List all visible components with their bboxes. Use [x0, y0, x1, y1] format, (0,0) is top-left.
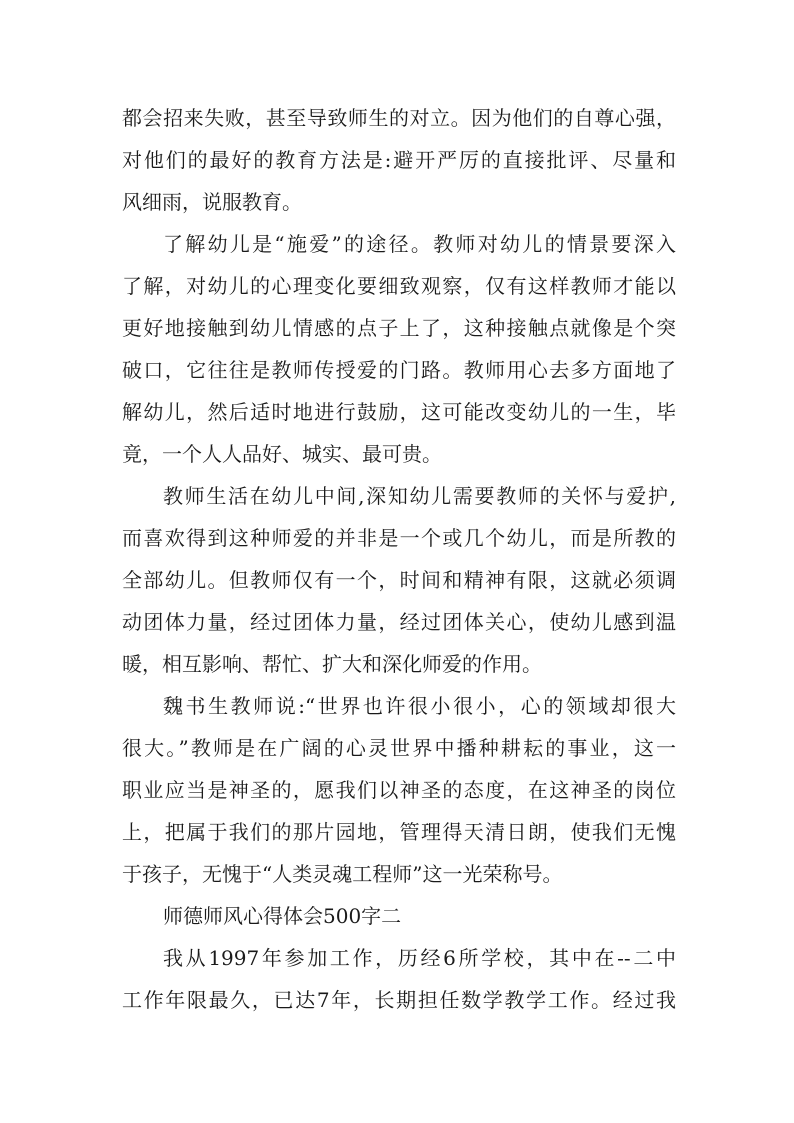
paragraph-first-line: 魏书生教师说:“世界也许很小很小，心的领域却很大 — [163, 694, 676, 718]
text-line: 于孩子，无愧于“人类灵魂工程师”这一光荣称号。 — [122, 862, 563, 886]
text-line: 了解，对幼儿的心理变化要细致观察，仅有这样教师才能以 — [122, 274, 676, 298]
text-line: 破口，它往往是教师传授爱的门路。教师用心去多方面地了 — [122, 358, 676, 382]
text-line: 都会招来失败，甚至导致师生的对立。因为他们的自尊心强， — [122, 106, 676, 130]
text-line: 上，把属于我们的那片园地，管理得天清日朗，使我们无愧 — [122, 820, 676, 844]
paragraph-first-line: 我从1997年参加工作，历经6所学校，其中在--二中 — [163, 946, 676, 970]
text-line: 竟，一个人人品好、城实、最可贵。 — [122, 442, 442, 466]
text-line: 暖，相互影响、帮忙、扩大和深化师爱的作用。 — [122, 652, 542, 676]
text-line: 全部幼儿。但教师仅有一个，时间和精神有限，这就必须调 — [122, 568, 676, 592]
text-line: 动团体力量，经过团体力量，经过团体关心，使幼儿感到温 — [122, 610, 676, 634]
section-heading: 师德师风心得体会500字二 — [163, 904, 402, 928]
text-line: 很大。”教师是在广阔的心灵世界中播种耕耘的事业，这一 — [122, 736, 676, 760]
text-line: 对他们的最好的教育方法是:避开严厉的直接批评、尽量和 — [122, 148, 676, 172]
text-line: 而喜欢得到这种师爱的并非是一个或几个幼儿，而是所教的 — [122, 526, 676, 550]
paragraph-first-line: 教师生活在幼儿中间,深知幼儿需要教师的关怀与爱护, — [163, 484, 676, 508]
text-line: 更好地接触到幼儿情感的点子上了，这种接触点就像是个突 — [122, 316, 676, 340]
text-line: 风细雨，说服教育。 — [122, 190, 302, 214]
text-line: 工作年限最久，已达7年，长期担任数学教学工作。经过我 — [122, 988, 676, 1012]
text-line: 解幼儿，然后适时地进行鼓励，这可能改变幼儿的一生，毕 — [122, 400, 676, 424]
text-line: 职业应当是神圣的，愿我们以神圣的态度，在这神圣的岗位 — [122, 778, 676, 802]
paragraph-first-line: 了解幼儿是“施爱”的途径。教师对幼儿的情景要深入 — [163, 232, 676, 256]
